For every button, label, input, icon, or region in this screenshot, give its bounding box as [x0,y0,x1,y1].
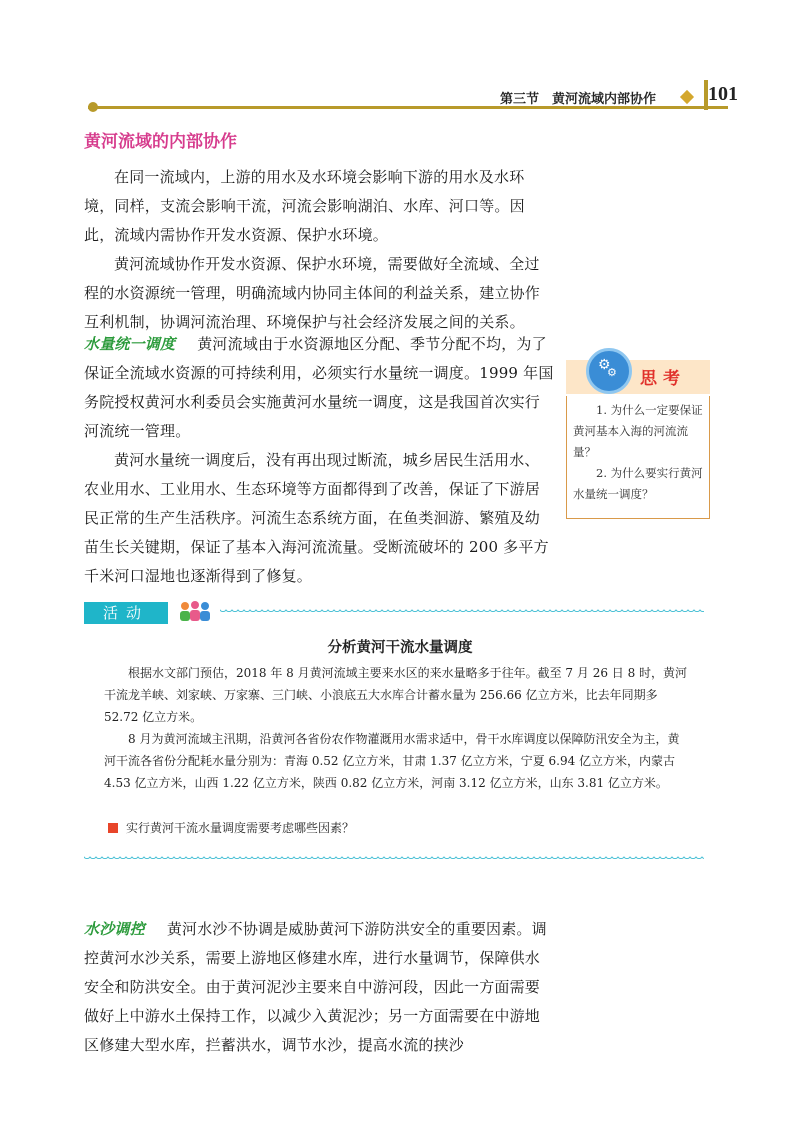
intro-text [84,163,554,337]
intro-paragraph-1: 在同一流域内，上游的用水及水环境会影响下游的用水及水环境，同样，支流会影响干流，河流会影响湖泊、水库、河口等。因此，流域内需协作开发水资源、保护水环境。 [84,168,525,244]
section-title: 黄河流域的内部协作 [84,132,237,152]
think-title: 思考 [640,369,686,389]
wavy-divider-top [220,609,704,615]
activity-title: 分析黄河干流水量调度 [327,640,473,656]
diamond-icon [680,90,694,104]
head-gear-icon: ⚙ ⚙ [586,348,632,394]
think-questions [566,396,710,519]
sediment-paragraph [84,915,554,1060]
sediment-body: 黄河水沙不协调是威胁黄河下游防洪安全的重要因素。调控黄河水沙关系，需要上游地区修建水库，进行水量调节，保障供水安全和防洪安全。由于黄河泥沙主要来自中游河段，因此一方面需要做好上中游水土保持工作，以减少入黄泥沙；另一方面需要在中游地区修建大型水库，拦蓄洪水，调节水沙，提高水流的挟沙 [84,920,547,1054]
water-dispatch-text [84,330,554,591]
sediment-keyword: 水沙调控 [84,920,145,938]
think-box [566,357,710,520]
activity-question: 实行黄河干流水量调度需要考虑哪些因素？ [126,821,355,835]
page-number: 101 [708,83,738,105]
running-header: 第三节 黄河流域内部协作 [500,92,657,107]
activity-body [104,662,690,794]
sediment-text [84,915,554,1060]
think-question-1: 1. 为什么一定要保证黄河基本入海的河流流量？ [573,403,703,459]
water-dispatch-body: 黄河流域由于水资源地区分配、季节分配不均，为了保证全流域水资源的可持续利用，必须实行水量统一调度。1999 年国务院授权黄河水利委员会实施黄河水量统一调度，这是我国首次实行河流统一管理。 [84,335,554,440]
activity-paragraph-1: 根据水文部门预估，2018 年 8 月黄河流域主要来水区的来水量略多于往年。截至 7 月 26 日 8 时，黄河干流龙羊峡、刘家峡、万家寨、三门峡、小浪底五大水库合计蓄水量为 256.66 亿立方米，比去年同期多 52.72 亿立方米。 [104,666,688,724]
people-icon [178,600,212,624]
intro-paragraph-2: 黄河流域协作开发水资源、保护水环境，需要做好全流域、全过程的水资源统一管理，明确流域内协同主体间的利益关系，建立协作互利机制，协调河流治理、环境保护与社会经济发展之间的关系。 [84,255,541,331]
water-dispatch-keyword: 水量统一调度 [84,335,176,353]
wavy-divider-bottom [84,856,704,862]
activity-paragraph-2: 8 月为黄河流域主汛期，沿黄河各省份农作物灌溉用水需求适中，骨干水库调度以保障防汛安全为主，黄河干流各省份分配耗水量分别为：青海 0.52 亿立方米，甘肃 1.37 亿立方米，宁夏 6.94 亿立方米，内蒙古 4.53 亿立方米，山西 1.22 亿立方米，陕西 0.82 亿立方米，河南 3.12 亿立方米，山东 3.81 亿立方米。 [104,732,680,790]
water-dispatch-paragraph-2: 黄河水量统一调度后，没有再出现过断流，城乡居民生活用水、农业用水、工业用水、生态环境等方面都得到了改善，保证了下游居民正常的生产生活秩序。河流生态系统方面，在鱼类洄游、繁殖及幼苗生长关键期，保证了基本入海河流流量。受断流破坏的 200 多平方千米河口湿地也逐渐得到了修复。 [84,451,549,585]
water-dispatch-paragraph-1 [84,330,554,446]
square-bullet-icon [108,823,118,833]
activity-label: 活动 [84,602,168,624]
think-question-2: 2. 为什么要实行黄河水量统一调度？ [573,466,703,501]
